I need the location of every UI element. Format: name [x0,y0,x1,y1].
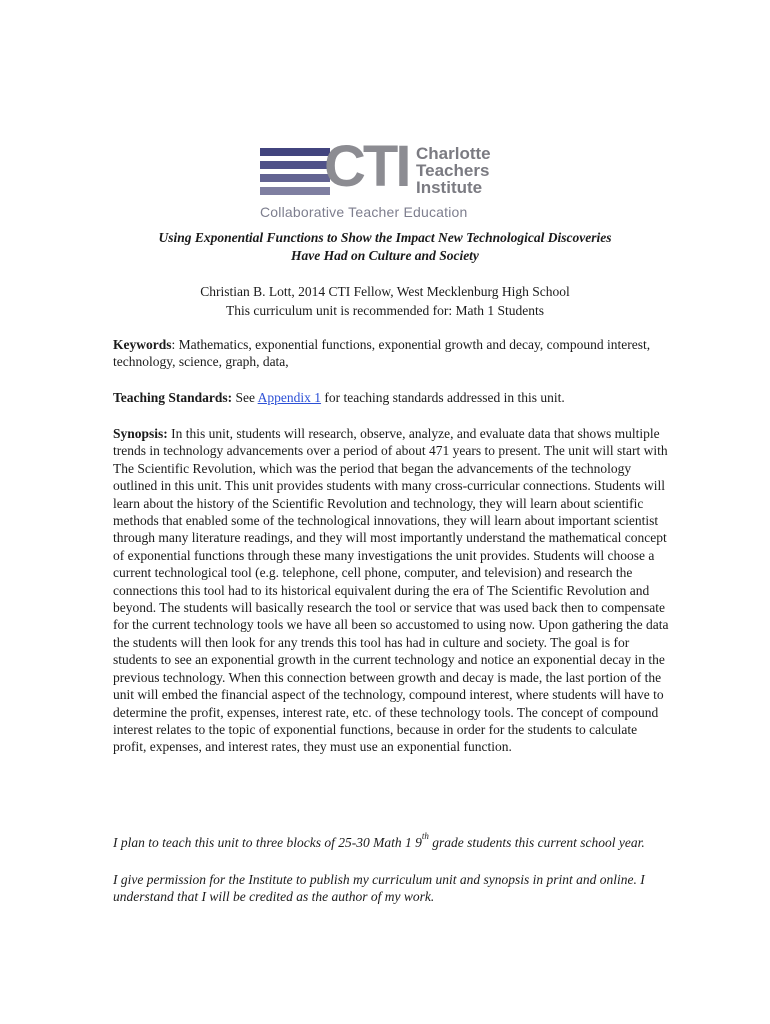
keywords-paragraph [113,336,673,371]
synopsis-text: In this unit, students will research, observe, analyze, and evaluate data that shows multiple trends in technology advancements over a period of about 471 years to present. The unit will start with The Scientific Revolution, which was the period that began the advancements of the technology outlined in this unit. This unit provides students with many cross-curricular connections. Students will learn about the history of the Scientific Revolution and technology, they will learn about scientific methods that enabled some of the technological innovations, they will learn about important scientist through many literature readings, and they will most importantly understand the mathematical concept of exponential functions through these many investigations the unit provides. Students will choose a current technological tool (e.g. telephone, cell phone, computer, and television) and research the connections this tool had to its historical equivalent during the era of The Scientific Revolution and beyond. The students will basically research the tool or service that was used back then to compensate for the current technology tools we have all been so accustomed to using now. Upon gathering the data the students will then look for any trends this tool has had in culture and society. The goal is for students to see an exponential growth in the current technology and notice an exponential decay in the previous technology. When this connection between growth and decay is made, the last portion of the unit will embed the financial aspect of the technology, compound interest, where students will have to determine the profit, expenses, interest rate, etc. of these technology tools. The concept of compound interest relates to the topic of exponential functions, because in order for the students to calculate profit, expenses, and interest rates, they must use an exponential function. [113,426,669,755]
logo-name-line: Charlotte [416,144,491,163]
synopsis-label: Synopsis: [113,426,168,441]
standards-label: Teaching Standards: [113,390,233,405]
ordinal-suffix: th [421,831,429,841]
logo-bar [260,174,330,182]
standards-paragraph [113,389,673,406]
plan-text: I plan to teach this unit to three blocks of 25-30 Math 1 9 [113,835,422,850]
logo-mark: CTI [324,134,409,199]
appendix-link[interactable]: Appendix 1 [257,390,322,405]
synopsis-paragraph [113,425,673,756]
keywords-label: Keywords [113,337,172,352]
keywords-text: : Mathematics, exponential functions, exponential growth and decay, compound interest, technology, science, graph, data, [113,337,651,370]
author-info [100,282,670,320]
logo-name-line: Teachers [416,161,490,180]
logo-bar [260,161,330,169]
recommendation-line: This curriculum unit is recommended for: Math 1 Students [226,303,544,318]
logo-bar [260,187,330,195]
logo-name-line: Institute [416,178,483,197]
permission-paragraph: I give permission for the Institute to publish my curriculum unit and synopsis in print and online. I understand that I will be credited as the author of my work. [113,872,645,905]
title-line: Have Had on Culture and Society [291,248,479,263]
cti-logo [258,134,514,222]
logo-name [416,145,491,196]
author-line: Christian B. Lott, 2014 CTI Fellow, West Mecklenburg High School [200,284,570,299]
plan-paragraph [113,831,673,851]
logo-bar [260,148,330,156]
unit-title [100,229,670,265]
logo-tagline: Collaborative Teacher Education [260,204,468,220]
standards-text-before: See [232,390,258,405]
title-line: Using Exponential Functions to Show the Impact New Technological Discoveries [158,230,612,245]
plan-text-end: grade students this current school year. [428,835,645,850]
standards-text-after: for teaching standards addressed in this unit. [321,390,565,405]
logo-bars [260,148,330,200]
